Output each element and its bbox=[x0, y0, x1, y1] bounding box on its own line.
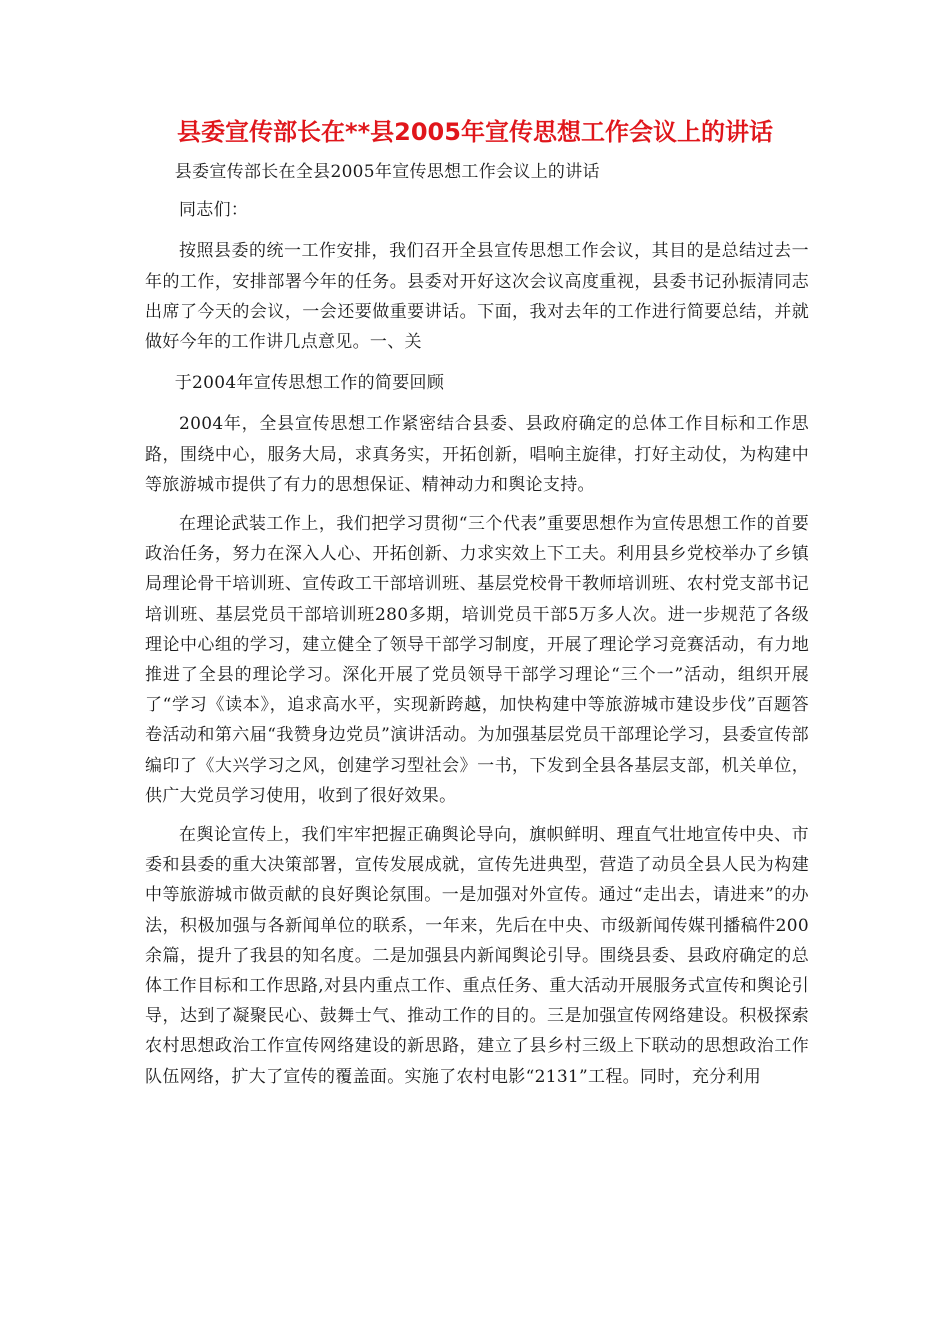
paragraph-overview-2004: 2004年，全县宣传思想工作紧密结合县委、县政府确定的总体工作目标和工作思路，围绕中心，服务大局，求真务实，开拓创新，唱响主旋律，打好主动仗，为构建中等旅游城市提供了有力的思想保证、精神动力和舆论支持。 bbox=[145, 414, 809, 495]
paragraph-theory-work: 在理论武装工作上，我们把学习贯彻“三个代表”重要思想作为宣传思想工作的首要政治任务，努力在深入人心、开拓创新、力求实效上下工夫。利用县乡党校举办了乡镇局理论骨干培训班、宣传政工干部培训班、基层党校骨干教师培训班、农村党支部书记培训班、基层党员干部培训班280多期，培训党员干部5万多人次。进一步规范了各级理论中心组的学习，建立健全了领导干部学习制度，开展了理论学习竞赛活动，有力地推进了全县的理论学习。深化开展了党员领导干部学习理论“三个一”活动，组织开展了“学习《读本》，追求高水平，实现新跨越，加快构建中等旅游城市建设步伐”百题答卷活动和第六届“我赞身边党员”演讲活动。为加强基层党员干部理论学习，县委宣传部编印了《大兴学习之风，创建学习型社会》一书，下发到全县各基层支部，机关单位，供广大党员学习使用，收到了很好效果。 bbox=[145, 514, 809, 806]
document-subtitle: 县委宣传部长在全县2005年宣传思想工作会议上的讲话 bbox=[174, 162, 600, 182]
document-body bbox=[145, 157, 809, 1092]
paragraph-public-opinion: 在舆论宣传上，我们牢牢把握正确舆论导向，旗帜鲜明、理直气壮地宣传中央、市委和县委的重大决策部署，宣传发展成就，宣传先进典型，营造了动员全县人民为构建中等旅游城市做贡献的良好舆论氛围。一是加强对外宣传。通过“走出去，请进来”的办法，积极加强与各新闻单位的联系，一年来，先后在中央、市级新闻传媒刊播稿件200余篇，提升了我县的知名度。二是加强县内新闻舆论引导。围绕县委、县政府确定的总体工作目标和工作思路,对县内重点工作、重点任务、重大活动开展服务式宣传和舆论引导，达到了凝聚民心、鼓舞士气、推动工作的目的。三是加强宣传网络建设。积极探索农村思想政治工作宣传网络建设的新思路，建立了县乡村三级上下联动的思想政治工作队伍网络，扩大了宣传的覆盖面。实施了农村电影“2131”工程。同时，充分利用 bbox=[145, 825, 809, 1087]
salutation: 同志们： bbox=[179, 200, 249, 221]
paragraph-section-heading: 于2004年宣传思想工作的简要回顾 bbox=[174, 373, 445, 394]
paragraph-intro: 按照县委的统一工作安排，我们召开全县宣传思想工作会议，其目的是总结过去一年的工作，安排部署今年的任务。县委对开好这次会议高度重视，县委书记孙振清同志出席了今天的会议，一会还要做重要讲话。下面，我对去年的工作进行简要总结，并就做好今年的工作讲几点意见。一、关 bbox=[145, 241, 809, 353]
document-title: 县委宣传部长在**县2005年宣传思想工作会议上的讲话 bbox=[177, 118, 773, 146]
